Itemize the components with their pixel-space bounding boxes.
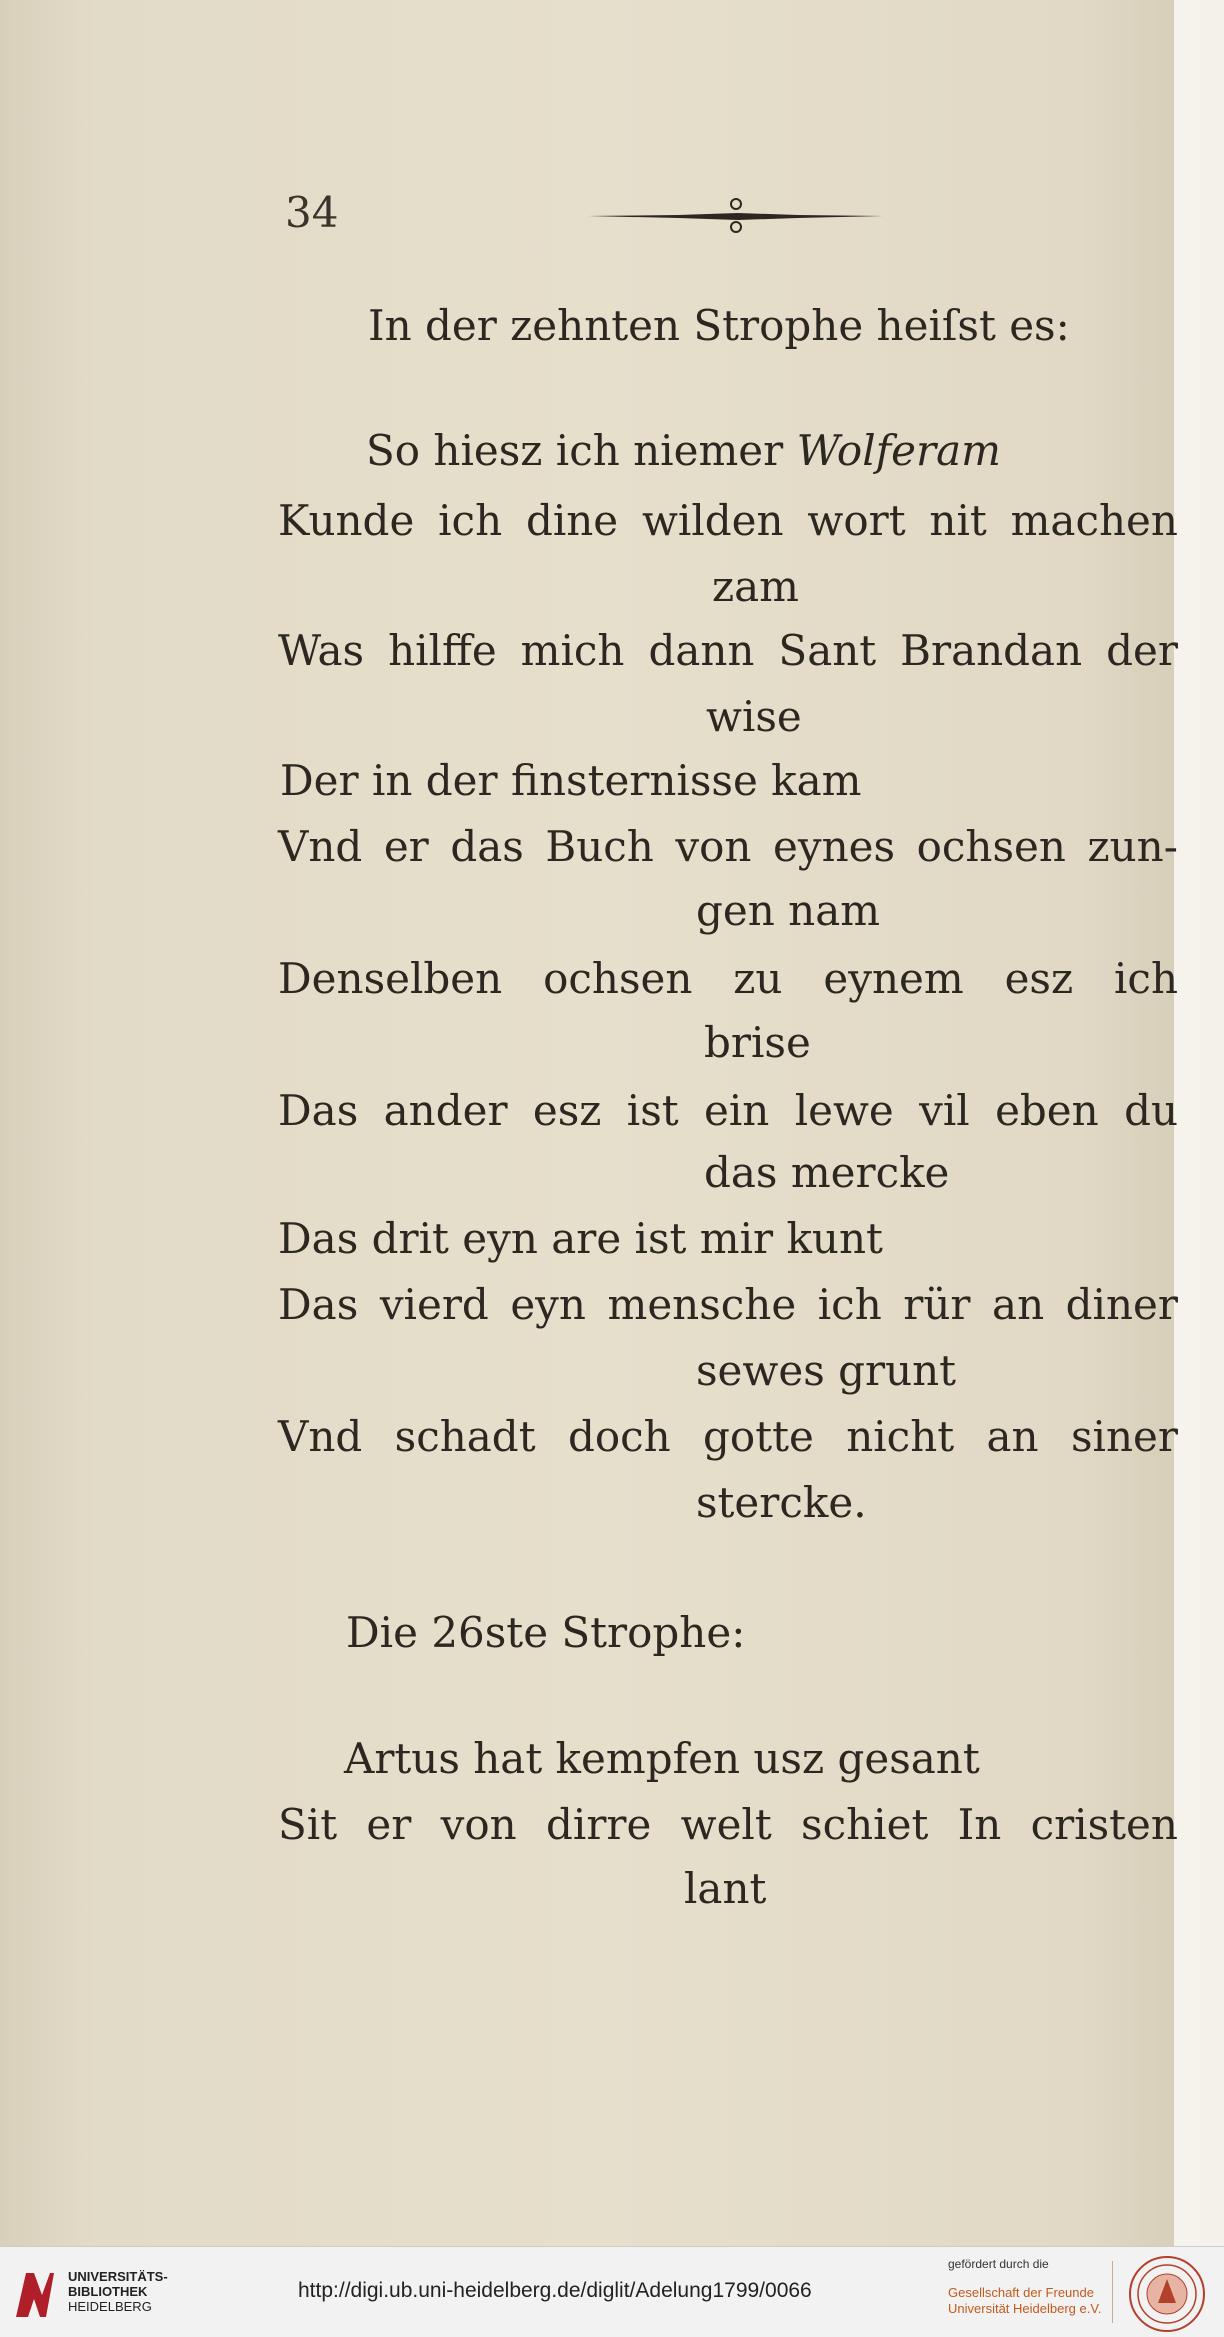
verse-word: ich [817, 1280, 882, 1329]
footer-divider [1112, 2261, 1113, 2323]
verse-word: ochsen [916, 822, 1066, 871]
verse-line [278, 822, 1178, 871]
verse-line [278, 496, 1178, 545]
verse-word: welt [680, 1800, 772, 1849]
verse-word: ist [626, 1086, 679, 1135]
verse-word: vierd [379, 1280, 489, 1329]
sponsor-name[interactable] [948, 2285, 1101, 2317]
verse-word: mich [520, 626, 625, 675]
verse-word: schadt [394, 1412, 536, 1461]
verse-word: Buch [545, 822, 654, 871]
verse-word: dirre [546, 1800, 652, 1849]
verse-word: Sant [778, 626, 877, 675]
verse-word: der [1106, 626, 1178, 675]
verse-word: eynem [823, 954, 964, 1003]
verse-word: ich [1113, 954, 1178, 1003]
verse-word: zu [733, 954, 783, 1003]
verse-word: lewe [794, 1086, 894, 1135]
verse-text: So hiesz ich niemer [366, 426, 784, 475]
verse-line: Das drit eyn are ist mir kunt [278, 1214, 883, 1263]
verse-word: siner [1070, 1412, 1178, 1461]
verse-word: nicht [846, 1412, 955, 1461]
permalink-url[interactable]: http://digi.ub.uni-heidelberg.de/diglit/Adelung1799/0066 [298, 2279, 812, 2302]
verse-word: In [957, 1800, 1002, 1849]
verse-word: doch [567, 1412, 671, 1461]
verse-word: er [383, 822, 429, 871]
verse-word: schiet [801, 1800, 929, 1849]
verse-word: Sit [278, 1800, 338, 1849]
verse-continuation: gen nam [696, 886, 881, 935]
university-seal-icon[interactable] [1128, 2255, 1206, 2333]
verse-line [278, 1086, 1178, 1135]
verse-continuation: das mercke [704, 1148, 950, 1197]
verse-word: Kunde [278, 496, 415, 545]
verse-word: Vnd [278, 1412, 363, 1461]
library-logo-icon[interactable] [12, 2265, 56, 2321]
library-name-line: HEIDELBERG [68, 2299, 152, 2314]
verse-line [278, 1280, 1178, 1329]
verse-word: von [675, 822, 752, 871]
sponsor-name-line: Universität Heidelberg e.V. [948, 2301, 1102, 2316]
ornament-rule [588, 196, 883, 236]
intro-line: In der zehnten Strophe heiſst es: [368, 301, 1070, 350]
verse-word: machen [1010, 496, 1178, 545]
verse-word: esz [1004, 954, 1074, 1003]
verse-word: ein [704, 1086, 770, 1135]
verse-word: wilden [641, 496, 784, 545]
verse-word: esz [532, 1086, 602, 1135]
verse-line: Artus hat kempfen usz gesant [344, 1734, 980, 1783]
verse-word: ochsen [543, 954, 693, 1003]
verse-word: das [450, 822, 524, 871]
verse-line [366, 426, 1001, 475]
page-number: 34 [285, 188, 339, 237]
verse-word: Vnd [278, 822, 363, 871]
verse-word: Brandan [900, 626, 1083, 675]
verse-word: an [992, 1280, 1045, 1329]
verse-word: zun- [1087, 822, 1178, 871]
verse-word: gotte [703, 1412, 814, 1461]
verse-word: cristen [1030, 1800, 1178, 1849]
verse-word: ander [383, 1086, 508, 1135]
verse-line [278, 1800, 1178, 1849]
verse-line [278, 954, 1178, 1003]
verse-word: Das [278, 1280, 359, 1329]
verse-continuation: sewes grunt [696, 1346, 957, 1395]
verse-word: eynes [773, 822, 896, 871]
verse-line [278, 1412, 1178, 1461]
verse-word: eben [995, 1086, 1099, 1135]
verse-line [278, 626, 1178, 675]
verse-word: dine [525, 496, 619, 545]
verse-continuation: wise [706, 692, 802, 741]
verse-word: mensche [607, 1280, 797, 1329]
library-name-line: BIBLIOTHEK [68, 2284, 148, 2299]
verse-line: Der in der finsternisse kam [280, 756, 862, 805]
verse-word: vil [919, 1086, 970, 1135]
verse-word: nit [929, 496, 987, 545]
library-name[interactable] [68, 2269, 168, 2314]
verse-word: eyn [510, 1280, 586, 1329]
verse-word: du [1124, 1086, 1178, 1135]
verse-word: an [986, 1412, 1039, 1461]
verse-continuation: lant [684, 1864, 767, 1913]
verse-word: er [366, 1800, 412, 1849]
verse-word: von [440, 1800, 517, 1849]
verse-word: dann [648, 626, 755, 675]
section-heading: Die 26ste Strophe: [346, 1608, 746, 1657]
verse-word: diner [1065, 1280, 1178, 1329]
verse-continuation: brise [704, 1018, 811, 1067]
verse-continuation: stercke. [696, 1478, 867, 1527]
verse-word: hilffe [388, 626, 497, 675]
footer-bar [0, 2246, 1224, 2337]
library-name-line: UNIVERSITÄTS- [68, 2269, 168, 2284]
verse-word: Was [278, 626, 365, 675]
verse-word: wort [807, 496, 906, 545]
sponsor-label: gefördert durch die [948, 2257, 1049, 2271]
sponsor-name-line: Gesellschaft der Freunde [948, 2285, 1094, 2300]
verse-word: rür [903, 1280, 971, 1329]
verse-name-italic: Wolferam [796, 426, 1001, 475]
verse-word: Das [278, 1086, 359, 1135]
verse-word: Denselben [278, 954, 503, 1003]
verse-continuation: zam [712, 562, 799, 611]
verse-word: ich [438, 496, 503, 545]
